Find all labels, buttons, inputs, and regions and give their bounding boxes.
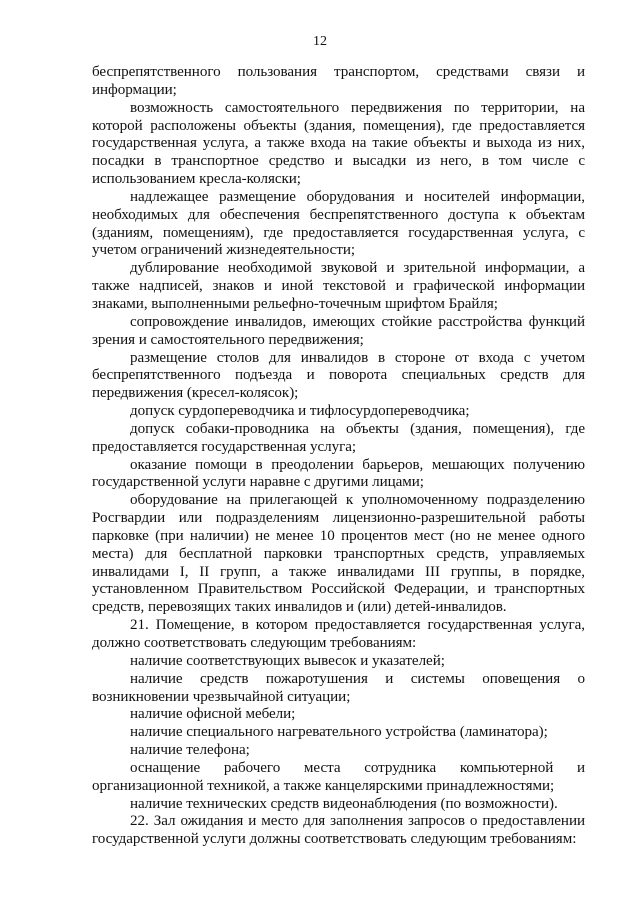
paragraph: оборудование на прилегающей к уполномоченному подразделению Росгвардии или подразделениям лицензионно-разрешительной работы парковке (при наличии) не менее 10 процентов мест (но не менее одного места) для бесплатной парковки транспортных средств, управляемых инвалидами I, II групп, а также инвалидами III группы, в порядке, установленном Правительством Российской Федерации, и транспортных средств, перевозящих таких инвалидов и (или) детей-инвалидов. (92, 492, 585, 616)
paragraph: беспрепятственного пользования транспортом, средствами связи и информации; (92, 64, 585, 98)
paragraph: допуск сурдопереводчика и тифлосурдопереводчика; (130, 403, 470, 420)
paragraph: оказание помощи в преодолении барьеров, мешающих получению государственной услуги наравне с другими лицами; (92, 456, 585, 491)
paragraph: наличие телефона; (130, 742, 250, 759)
paragraph: наличие соответствующих вывесок и указателей; (130, 652, 445, 669)
paragraph: допуск собаки-проводника на объекты (здания, помещения), где предоставляется государственная услуга; (92, 420, 585, 455)
paragraph: наличие специального нагревательного устройства (ламинатора); (130, 724, 548, 741)
paragraph: надлежащее размещение оборудования и носителей информации, необходимых для обеспечения беспрепятственного доступа к объектам (зданиям, помещениям), где предоставляется государственная услуга, с учетом ограничений жизнедеятельности; (92, 188, 585, 259)
paragraph: наличие средств пожаротушения и системы оповещения о возникновении чрезвычайной ситуации; (92, 670, 585, 705)
paragraph: наличие технических средств видеонаблюдения (по возможности). (130, 795, 558, 812)
document-body (92, 64, 585, 849)
paragraph: размещение столов для инвалидов в стороне от входа с учетом беспрепятственного подъезда и поворота специальных средств для передвижения (кресел-колясок); (92, 349, 585, 402)
paragraph: возможность самостоятельного передвижения по территории, на которой расположены объекты (здания, помещения), где предоставляется государственная услуга, а также входа на такие объекты и выхода из них, посадки в транспортное средство и высадки из него, в том числе с использованием кресла-коляски; (92, 99, 585, 188)
paragraph: оснащение рабочего места сотрудника компьютерной и организационной техникой, а также канцелярскими принадлежностями; (92, 759, 585, 794)
section-21-paragraph: 21. Помещение, в котором предоставляется государственная услуга, должно соответствовать следующим требованиям: (92, 617, 585, 651)
section-22-paragraph: 22. Зал ожидания и место для заполнения запросов о предоставлении государственной услуги должны соответствовать следующим требованиям: (92, 813, 585, 848)
paragraph: наличие офисной мебели; (130, 706, 296, 723)
paragraph: сопровождение инвалидов, имеющих стойкие расстройства функций зрения и самостоятельного передвижения; (92, 313, 585, 348)
page-number: 12 (313, 34, 327, 49)
paragraph: дублирование необходимой звуковой и зрительной информации, а также надписей, знаков и иной текстовой и графической информации знаками, выполненными рельефно-точечным шрифтом Брайля; (92, 260, 585, 312)
